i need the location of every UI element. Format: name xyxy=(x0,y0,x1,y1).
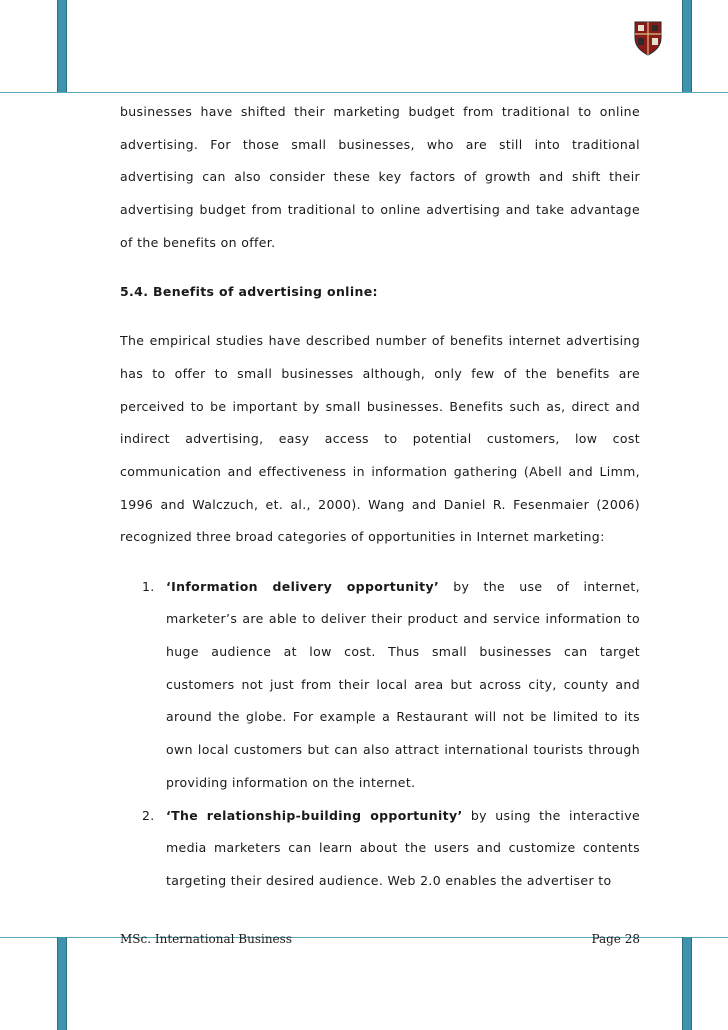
list-item-text: by using the interactive media marketers can learn about the users and customize contents targeting their desired audience. Web 2.0 enables the advertiser to xyxy=(166,807,640,888)
list-item-text: by the use of internet, marketer’s are able to deliver their product and service information to huge audience at low cost. Thus small businesses can target customers not just from their local area but across city, county and around the globe. For example a Restaurant will not be limited to its own local customers but can also attract international tourists through providing information on the internet. xyxy=(166,578,640,790)
main-paragraph: The empirical studies have described number of benefits internet advertising has to offer to small businesses although, only few of the benefits are perceived to be important by small businesses. Benefits such as, direct and indirect advertising, easy access to potential customers, low cost communication and effectiveness in information gathering (Abell and Limm, 1996 and Walczuch, et. al., 2000). Wang and Daniel R. Fesenmaier (2006) recognized three broad categories of opportunities in Internet marketing: xyxy=(120,333,640,545)
list-item-title: ‘The relationship-building opportunity’ xyxy=(166,807,463,823)
right-bottom-border-bar xyxy=(682,937,692,1030)
list-item-body xyxy=(166,800,640,898)
list-item-number: 1. xyxy=(142,578,155,594)
footer-course-title: MSc. International Business xyxy=(120,932,292,946)
opportunities-list xyxy=(120,571,640,898)
left-bottom-border-bar xyxy=(57,937,67,1030)
page-footer xyxy=(120,932,640,946)
page-number: Page 28 xyxy=(591,932,640,946)
section-heading: 5.4. Benefits of advertising online: xyxy=(120,284,378,300)
university-crest-logo xyxy=(634,20,662,56)
list-item xyxy=(120,571,640,800)
list-item-number: 2. xyxy=(142,807,155,823)
header-rule xyxy=(0,92,728,93)
left-top-border-bar xyxy=(57,0,67,92)
right-top-border-bar xyxy=(682,0,692,92)
list-item-title: ‘Information delivery opportunity’ xyxy=(166,578,440,594)
list-item xyxy=(120,800,640,898)
page-body xyxy=(120,96,640,898)
intro-paragraph: businesses have shifted their marketing budget from traditional to online advertising. For those small businesses, who are still into traditional advertising can also consider these key factors of growth and shift their advertising budget from traditional to online advertising and take advantage of the benefits on offer. xyxy=(120,104,640,250)
list-item-body xyxy=(166,571,640,800)
